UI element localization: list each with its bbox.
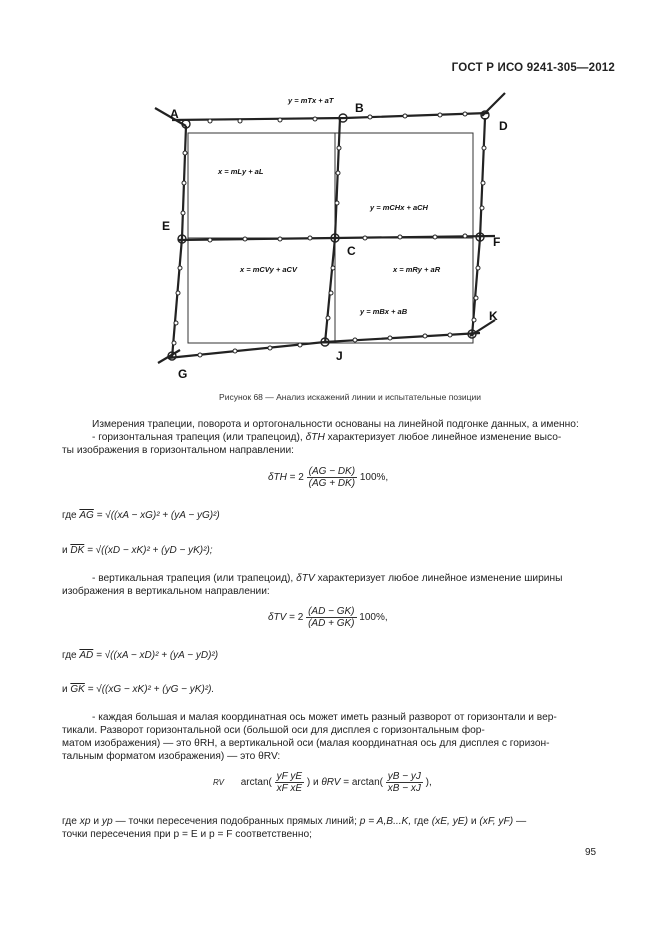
sample-points [172,112,486,357]
f1-lhs: δTH [268,472,287,484]
and-2: и [62,684,68,695]
f3-and: и [312,777,319,789]
ag-label: $\overline{AG}$ [79,510,94,521]
paragraph-rotation-d: тальным форматом изображения) — это θRV: [62,751,281,762]
point-label-g: G [178,367,188,381]
p2-text-a: - горизонтальная трапеция (или трапецоид), [92,432,303,443]
formula-dk [62,545,213,556]
f2-lhs: δTV [268,612,287,624]
f3-close-2: ), [425,777,432,789]
where-1: где [62,510,77,521]
ad-label: $\overline{AD}$ [79,650,94,661]
paragraph-intro: Измерения трапеции, поворота и ортогональности основаны на линейной подгонке данных, а именно: [92,419,579,430]
point-label-j: J [336,349,343,363]
p3-text-a: - вертикальная трапеция (или трапецоид), [92,573,294,584]
f3-fraction-2 [386,771,423,794]
dk-label: $\overline{DK}$ [70,545,85,556]
p5-yp: yp [101,816,113,827]
f2-denominator: (AD + GK) [308,618,355,629]
center-vertical-line [325,118,340,343]
p2-symbol: δTH [305,432,325,443]
f3-denominator-1: xF xE [276,783,303,794]
p3-continuation: изображения в вертикальном направлении: [62,586,270,597]
point-label-a: A [170,107,179,121]
p5-and-2: и [470,816,477,827]
intersection-markers [168,111,489,360]
point-label-d: D [499,119,508,133]
f3-theta: θRV [321,777,341,789]
f3-denominator-2: xB − xJ [387,783,421,794]
p2-continuation: ты изображения в горизонтальном направлении: [62,445,295,456]
page-number: 95 [585,847,597,858]
formula-delta-tv [268,606,388,629]
f2-eq: = 2 [289,612,304,624]
paragraph-rotation-b: тикали. Разворот горизонтальной оси (большой оси для дисплея с горизонтальным фор- [62,725,485,736]
p3-text-b: характеризует любое линейное изменение ширины [317,573,563,584]
f2-fraction [306,606,356,629]
line-label-left: x = mLy + aL [218,167,264,176]
and-1: и [62,545,68,556]
line-label-top: y = mTx + aT [288,96,334,105]
figure-caption: Рисунок 68 — Анализ искажений линии и испытательные позиции [219,392,481,402]
gk-expression: = √((xG − xK)² + (yG − yK)²). [87,684,215,695]
p5-range: p = A,B...K, [359,816,412,827]
f1-eq: = 2 [289,472,304,484]
distortion-figure [150,88,520,388]
point-label-b: B [355,101,364,115]
f3-numerator-1: yF yE [276,771,303,782]
formula-delta-th [268,466,388,489]
line-label-bottom: y = mBx + aB [360,307,408,316]
f1-fraction [307,466,357,489]
point-label-c: C [347,244,356,258]
paragraph-horizontal-trapezoid [92,431,612,444]
f3-fraction-1 [275,771,304,794]
paragraph-vertical-trapezoid [92,572,612,585]
point-label-e: E [162,219,171,233]
f1-percent: 100%, [359,472,389,484]
f3-arctan-1: arctan( [240,777,272,789]
paragraph-points [62,815,612,828]
gk-label: $\overline{GK}$ [70,684,85,695]
point-label-f: F [493,235,501,249]
formula-ad [62,650,218,661]
f3-close-1: ) [306,777,311,789]
dk-expression: = √((xD − xK)² + (yD − yK)²); [87,545,213,556]
paragraph-points-cont: точки пересечения при p = E и p = F соответственно; [62,829,312,840]
formula-gk [62,684,214,695]
p5-and: и [93,816,100,827]
f3-numerator-2: yB − yJ [387,771,421,782]
formula-ag [62,510,220,521]
ad-expression: = √((xA − xD)² + (yA − yD)²) [96,650,219,661]
where-2: где [62,650,77,661]
p5-where: где [62,816,77,827]
p5-text-b: — точки пересечения подобранных прямых линий; [115,816,357,827]
document-header: ГОСТ Р ИСО 9241-305—2012 [451,62,615,74]
right-line [472,118,485,336]
formula-rotation [213,771,432,794]
f1-denominator: (AG + DK) [308,478,356,489]
line-label-right: x = mRy + aR [393,265,441,274]
top-right-extension [482,93,505,116]
f3-arctan-2: = arctan( [343,777,383,789]
ag-expression: = √((xA − xG)² + (yA − yG)²) [96,510,220,521]
paragraph-rotation-a: - каждая большая и малая координатная ось может иметь разный разворот от горизонтали и вер- [92,712,557,723]
line-label-center-h: y = mCHx + aCH [370,203,428,212]
p5-where-2: где [414,816,429,827]
p5-xp: xp [79,816,91,827]
p5-point-e: (xE, yE) [431,816,468,827]
p2-text-b: характеризует любое линейное изменение высо- [327,432,562,443]
f2-percent: 100%, [359,612,388,624]
p3-symbol: δTV [296,573,315,584]
line-label-center-v: x = mCVy + aCV [240,265,297,274]
f1-numerator: (AG − DK) [308,466,356,477]
paragraph-rotation-c: матом изображения) — это θRH, а вертикальной оси (малая координатная ось для дисплея с горизон- [62,738,550,749]
point-label-k: K [489,309,498,323]
f2-numerator: (AD − GK) [308,606,355,617]
p5-dash: — [515,816,527,827]
p5-point-f: (xF, yF) [479,816,514,827]
f3-rv: RV [213,778,224,788]
